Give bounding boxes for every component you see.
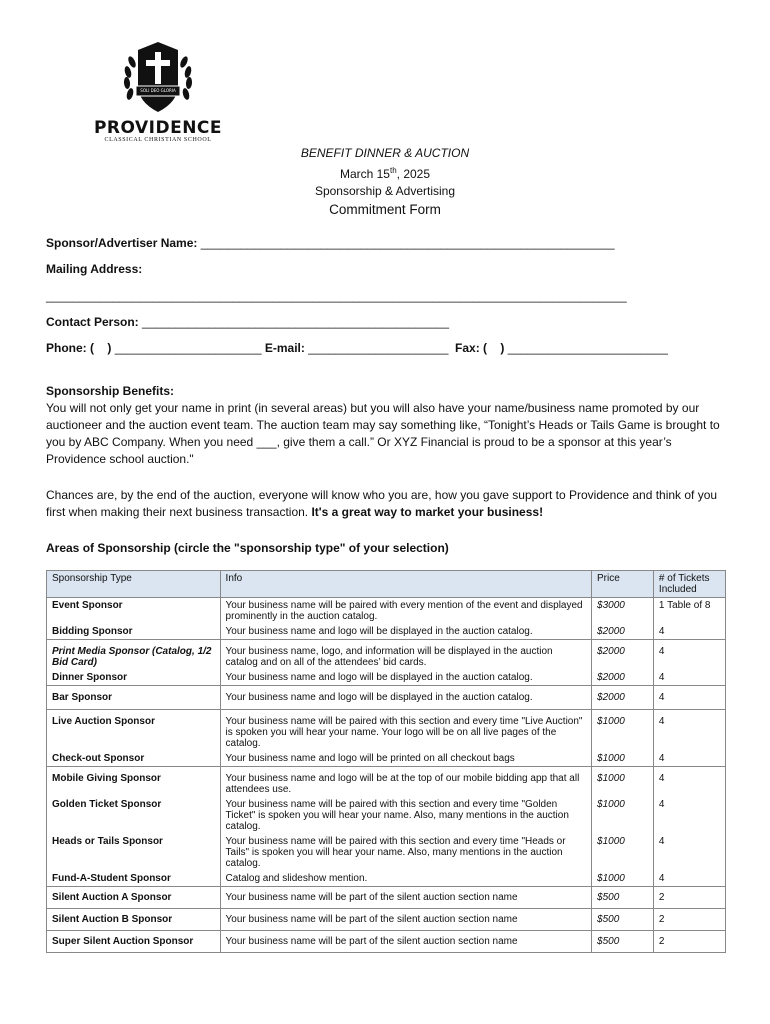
date-year: , 2025 xyxy=(396,167,431,181)
sponsor-type: Silent Auction A Sponsor xyxy=(47,887,221,909)
sponsor-info: Your business name and logo will be at the top of our mobile bidding app that all attendees use. xyxy=(220,767,591,798)
sponsor-info: Your business name will be paired with this section and every time "Heads or Tails" is spoken you will hear your name. Also, many mentions in the auction catalog. xyxy=(220,834,591,871)
sponsor-tickets: 4 xyxy=(653,797,725,834)
sponsor-tickets: 2 xyxy=(653,909,725,931)
sponsor-info: Your business name and logo will be printed on all checkout bags xyxy=(220,751,591,767)
sponsor-tickets: 4 xyxy=(653,751,725,767)
areas-heading: Areas of Sponsorship (circle the "sponsorship type" of your selection) xyxy=(46,541,449,555)
sponsor-price: $500 xyxy=(592,887,654,909)
sponsor-price: $2000 xyxy=(592,640,654,671)
event-date xyxy=(255,162,515,183)
sponsor-type: Fund-A-Student Sponsor xyxy=(47,871,221,887)
sponsor-price: $500 xyxy=(592,909,654,931)
benefits-paragraph: You will not only get your name in print (in several areas) but you will also have your name/business name promoted by our auctioneer and the auction event team. The auction team may say something like, “Tonight’s Heads or Tails Game is brought to you by ABC Company. When you need ___, give them a call.” Or XYZ Financial is proud to be a sponsor at this year’s Providence school auction." xyxy=(46,401,720,466)
sponsor-info: Your business name and logo will be displayed in the auction catalog. xyxy=(220,670,591,686)
phone-paren: ) xyxy=(107,341,112,355)
sponsor-info: Catalog and slideshow mention. xyxy=(220,871,591,887)
sponsor-type: Silent Auction B Sponsor xyxy=(47,909,221,931)
sponsor-info: Your business name and logo will be displayed in the auction catalog. xyxy=(220,686,591,710)
school-subtitle: CLASSICAL CHRISTIAN SCHOOL xyxy=(104,137,212,143)
table-header-row xyxy=(47,571,726,598)
sponsor-info: Your business name will be part of the silent auction section name xyxy=(220,909,591,931)
sponsor-tickets: 4 xyxy=(653,871,725,887)
shield-emblem-icon xyxy=(88,40,228,120)
sponsor-tickets: 4 xyxy=(653,624,725,640)
sponsor-type: Heads or Tails Sponsor xyxy=(47,834,221,871)
sponsor-name-label: Sponsor/Advertiser Name: xyxy=(46,236,198,250)
fax-field[interactable]: ________________________ xyxy=(507,341,668,355)
market-paragraph xyxy=(46,487,726,521)
mailing-address-field[interactable]: _______________________________________________________________________________________ xyxy=(46,289,627,303)
sponsor-tickets: 4 xyxy=(653,640,725,671)
col-header-tickets: # of Tickets Included xyxy=(653,571,725,598)
table-row[interactable] xyxy=(47,909,726,931)
sponsor-price: $1000 xyxy=(592,871,654,887)
mailing-address-label: Mailing Address: xyxy=(46,262,143,276)
sponsor-price: $1000 xyxy=(592,767,654,798)
col-header-info: Info xyxy=(220,571,591,598)
benefits-heading: Sponsorship Benefits: xyxy=(46,384,175,398)
sponsor-price: $3000 xyxy=(592,598,654,625)
sponsor-name-field[interactable]: ______________________________________________________________ xyxy=(200,236,615,250)
sponsor-type: Print Media Sponsor (Catalog, 1/2 Bid Card) xyxy=(47,640,221,671)
sponsor-type: Golden Ticket Sponsor xyxy=(47,797,221,834)
table-row[interactable] xyxy=(47,931,726,953)
sponsor-info: Your business name will be paired with this section and every time "Live Auction" is spoken you will hear your name. Your logo will be on all live pages of the catalog. xyxy=(220,710,591,752)
sponsor-tickets: 4 xyxy=(653,710,725,752)
event-title: BENEFIT DINNER & AUCTION xyxy=(300,146,470,160)
school-name: PROVIDENCE xyxy=(93,118,223,138)
sponsor-type: Bar Sponsor xyxy=(47,686,221,710)
sponsor-type: Bidding Sponsor xyxy=(47,624,221,640)
sponsor-info: Your business name will be part of the silent auction section name xyxy=(220,887,591,909)
sponsor-tickets: 1 Table of 8 xyxy=(653,598,725,625)
table-row[interactable] xyxy=(47,710,726,752)
fax-label: Fax: ( xyxy=(455,341,488,355)
sponsor-type: Event Sponsor xyxy=(47,598,221,625)
phone-field[interactable]: ______________________ xyxy=(114,341,262,355)
logo-motto: SOLI DEO GLORIA xyxy=(140,88,176,93)
contact-person-field[interactable]: ______________________________________________ xyxy=(142,315,450,329)
table-row[interactable] xyxy=(47,686,726,710)
sponsor-type: Mobile Giving Sponsor xyxy=(47,767,221,798)
sponsor-info: Your business name will be paired with this section and every time "Golden Ticket" is spoken you will hear your name. Also, many mentions in the auction catalog. xyxy=(220,797,591,834)
sponsor-price: $2000 xyxy=(592,686,654,710)
table-row[interactable] xyxy=(47,670,726,686)
market-text: Chances are, by the end of the auction, everyone will know who you are, how you gave support to Providence and think of you first when making their next business transaction. xyxy=(46,488,718,519)
sponsor-tickets: 4 xyxy=(653,670,725,686)
date-main: March 15 xyxy=(339,167,390,181)
table-row[interactable] xyxy=(47,871,726,887)
sponsor-type: Live Auction Sponsor xyxy=(47,710,221,752)
sponsor-price: $500 xyxy=(592,931,654,953)
sponsor-type: Dinner Sponsor xyxy=(47,670,221,686)
table-row[interactable] xyxy=(47,797,726,834)
sponsor-tickets: 4 xyxy=(653,767,725,798)
col-header-price: Price xyxy=(592,571,654,598)
table-row[interactable] xyxy=(47,624,726,640)
sponsor-info: Your business name, logo, and information will be displayed in the auction catalog and on all of the attendees’ bid cards. xyxy=(220,640,591,671)
table-row[interactable] xyxy=(47,640,726,671)
table-row[interactable] xyxy=(47,598,726,625)
email-field[interactable]: _____________________ xyxy=(308,341,449,355)
sponsor-info: Your business name will be part of the silent auction section name xyxy=(220,931,591,953)
sponsor-price: $1000 xyxy=(592,751,654,767)
sponsor-info: Your business name and logo will be displayed in the auction catalog. xyxy=(220,624,591,640)
form-header xyxy=(255,145,515,220)
sponsor-tickets: 4 xyxy=(653,834,725,871)
contact-person-line xyxy=(46,315,449,329)
sponsor-price: $1000 xyxy=(592,710,654,752)
sponsor-tickets: 4 xyxy=(653,686,725,710)
phone-label: Phone: ( xyxy=(46,341,94,355)
sponsor-type: Check-out Sponsor xyxy=(47,751,221,767)
sponsorship-table xyxy=(46,570,726,953)
date-sup: th xyxy=(389,166,397,175)
col-header-type: Sponsorship Type xyxy=(47,571,221,598)
school-logo xyxy=(88,40,228,148)
sponsor-name-line xyxy=(46,236,615,250)
sponsor-price: $2000 xyxy=(592,670,654,686)
fax-paren: ) xyxy=(500,341,505,355)
form-subtitle: Sponsorship & Advertising xyxy=(314,184,456,198)
phone-email-fax-line xyxy=(46,341,668,355)
sponsor-type: Super Silent Auction Sponsor xyxy=(47,931,221,953)
email-label: E-mail: xyxy=(264,341,305,355)
form-title: Commitment Form xyxy=(329,202,441,217)
sponsor-tickets: 2 xyxy=(653,887,725,909)
contact-person-label: Contact Person: xyxy=(46,315,139,329)
sponsor-price: $1000 xyxy=(592,834,654,871)
sponsor-price: $2000 xyxy=(592,624,654,640)
table-row[interactable] xyxy=(47,834,726,871)
table-row[interactable] xyxy=(47,751,726,767)
table-row[interactable] xyxy=(47,767,726,798)
sponsor-info: Your business name will be paired with every mention of the event and displayed prominently in the auction catalog. xyxy=(220,598,591,625)
sponsor-price: $1000 xyxy=(592,797,654,834)
market-callout: It's a great way to market your business! xyxy=(311,505,544,519)
sponsor-tickets: 2 xyxy=(653,931,725,953)
table-row[interactable] xyxy=(47,887,726,909)
